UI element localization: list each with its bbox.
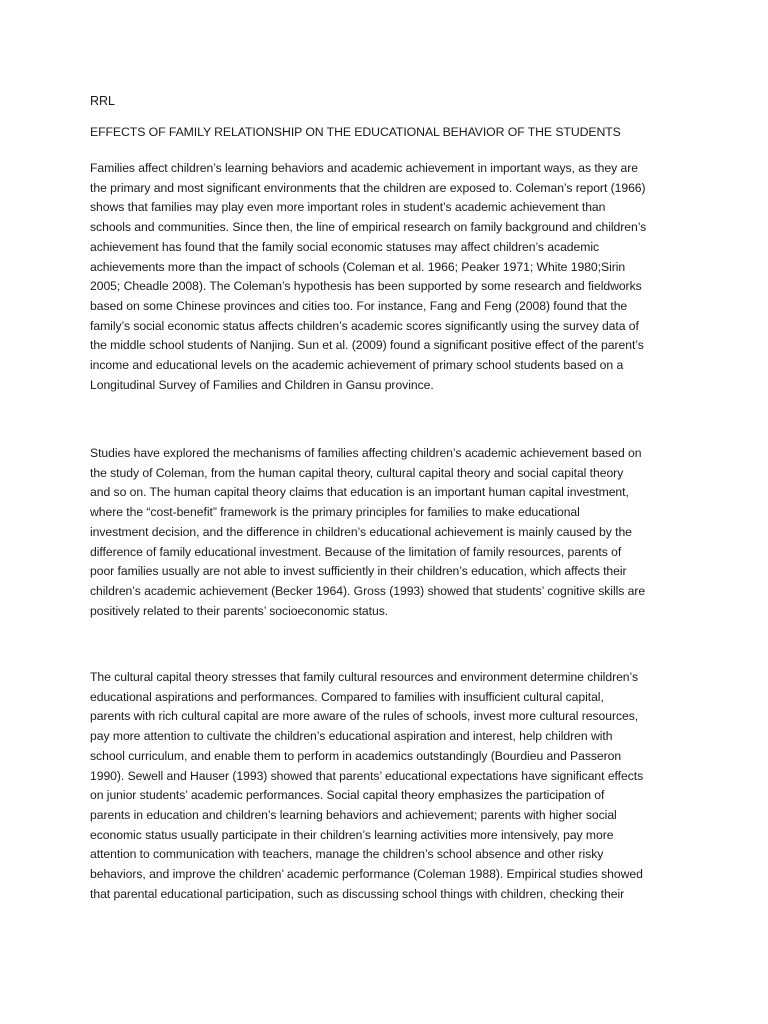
paragraph-line: investment decision, and the difference in children’s educational achievement is mainly caused by the xyxy=(90,524,632,539)
paragraph-line: shows that families may play even more important roles in student’s academic achievement than xyxy=(90,200,606,215)
paragraph-line: the primary and most significant environments that the children are exposed to. Coleman’s report (1966) xyxy=(90,180,646,195)
paragraph-line: attention to communication with teachers, manage the children’s school absence and other risky xyxy=(90,847,604,862)
paragraph-line: on junior students’ academic performances. Social capital theory emphasizes the participation of xyxy=(90,788,605,803)
paragraph-line: 2005; Cheadle 2008). The Coleman’s hypothesis has been supported by some research and fieldworks xyxy=(90,279,642,294)
paragraph-line: parents in education and children’s learning behaviors and achievement; parents with higher social xyxy=(90,807,617,822)
paragraph-line: school curriculum, and enable them to perform in academics outstandingly (Bourdieu and Passeron xyxy=(90,748,622,763)
document-page xyxy=(90,0,690,1024)
paragraph-line: the middle school students of Nanjing. Sun et al. (2009) found a significant positive effect of the parent’s xyxy=(90,338,644,353)
paragraph-line: achievements more than the impact of schools (Coleman et al. 1966; Peaker 1971; White 1980;Sirin xyxy=(90,259,626,274)
paragraph-line: economic status usually participate in their children’s learning activities more intensively, pay more xyxy=(90,827,614,842)
paragraph-line: where the “cost-benefit” framework is the primary principles for families to make educational xyxy=(90,505,580,520)
paragraph-line: schools and communities. Since then, the line of empirical research on family background and children’s xyxy=(90,220,647,235)
paragraph-line: the study of Coleman, from the human capital theory, cultural capital theory and social capital theory xyxy=(90,465,624,480)
paragraph-line: positively related to their parents’ socioeconomic status. xyxy=(90,603,389,618)
paragraph-line: Studies have explored the mechanisms of families affecting children’s academic achievement based on xyxy=(90,446,642,460)
paragraph-1 xyxy=(90,159,690,395)
paragraph-line: that parental educational participation, such as discussing school things with children, checking their xyxy=(90,886,625,901)
paragraph-line: pay more attention to cultivate the children’s educational aspiration and interest, help children with xyxy=(90,729,613,744)
paragraph-line: behaviors, and improve the children’ academic performance (Coleman 1988). Empirical studies showed xyxy=(90,867,643,882)
paragraph-2 xyxy=(90,444,690,621)
document-title: EFFECTS OF FAMILY RELATIONSHIP ON THE EDUCATIONAL BEHAVIOR OF THE STUDENTS xyxy=(90,125,621,139)
paragraph-line: Families affect children’s learning behaviors and academic achievement in important ways, as they are xyxy=(90,161,638,175)
paragraph-line: and so on. The human capital theory claims that education is an important human capital investment, xyxy=(90,485,629,500)
paragraph-line: difference of family educational investment. Because of the limitation of family resources, parents of xyxy=(90,544,622,559)
paragraph-line: income and educational levels on the academic achievement of primary school students based on a xyxy=(90,358,624,373)
paragraph-line: achievement has found that the family social economic statuses may affect children’s academic xyxy=(90,239,600,254)
paragraph-line: Longitudinal Survey of Families and Children in Gansu province. xyxy=(90,377,434,392)
paragraph-line: 1990). Sewell and Hauser (1993) showed that parents’ educational expectations have significant effects xyxy=(90,768,644,783)
paragraph-line: poor families usually are not able to invest sufficiently in their children’s education, which affects their xyxy=(90,564,627,579)
paragraph-line: family’s social economic status affects children’s academic scores significantly using the survey data of xyxy=(90,318,639,333)
paragraph-line: parents with rich cultural capital are more aware of the rules of schools, invest more cultural resources, xyxy=(90,709,639,724)
paragraph-line: educational aspirations and performances. Compared to families with insufficient cultural capital, xyxy=(90,689,604,704)
paragraph-line: children’s academic achievement (Becker 1964). Gross (1993) showed that students’ cognitive skills are xyxy=(90,583,646,598)
paragraph-line: The cultural capital theory stresses that family cultural resources and environment determine children’s xyxy=(90,670,639,684)
paragraph-line: based on some Chinese provinces and cities too. For instance, Fang and Feng (2008) found that the xyxy=(90,298,628,313)
paragraph-3 xyxy=(90,668,690,904)
section-label: RRL xyxy=(90,94,116,108)
